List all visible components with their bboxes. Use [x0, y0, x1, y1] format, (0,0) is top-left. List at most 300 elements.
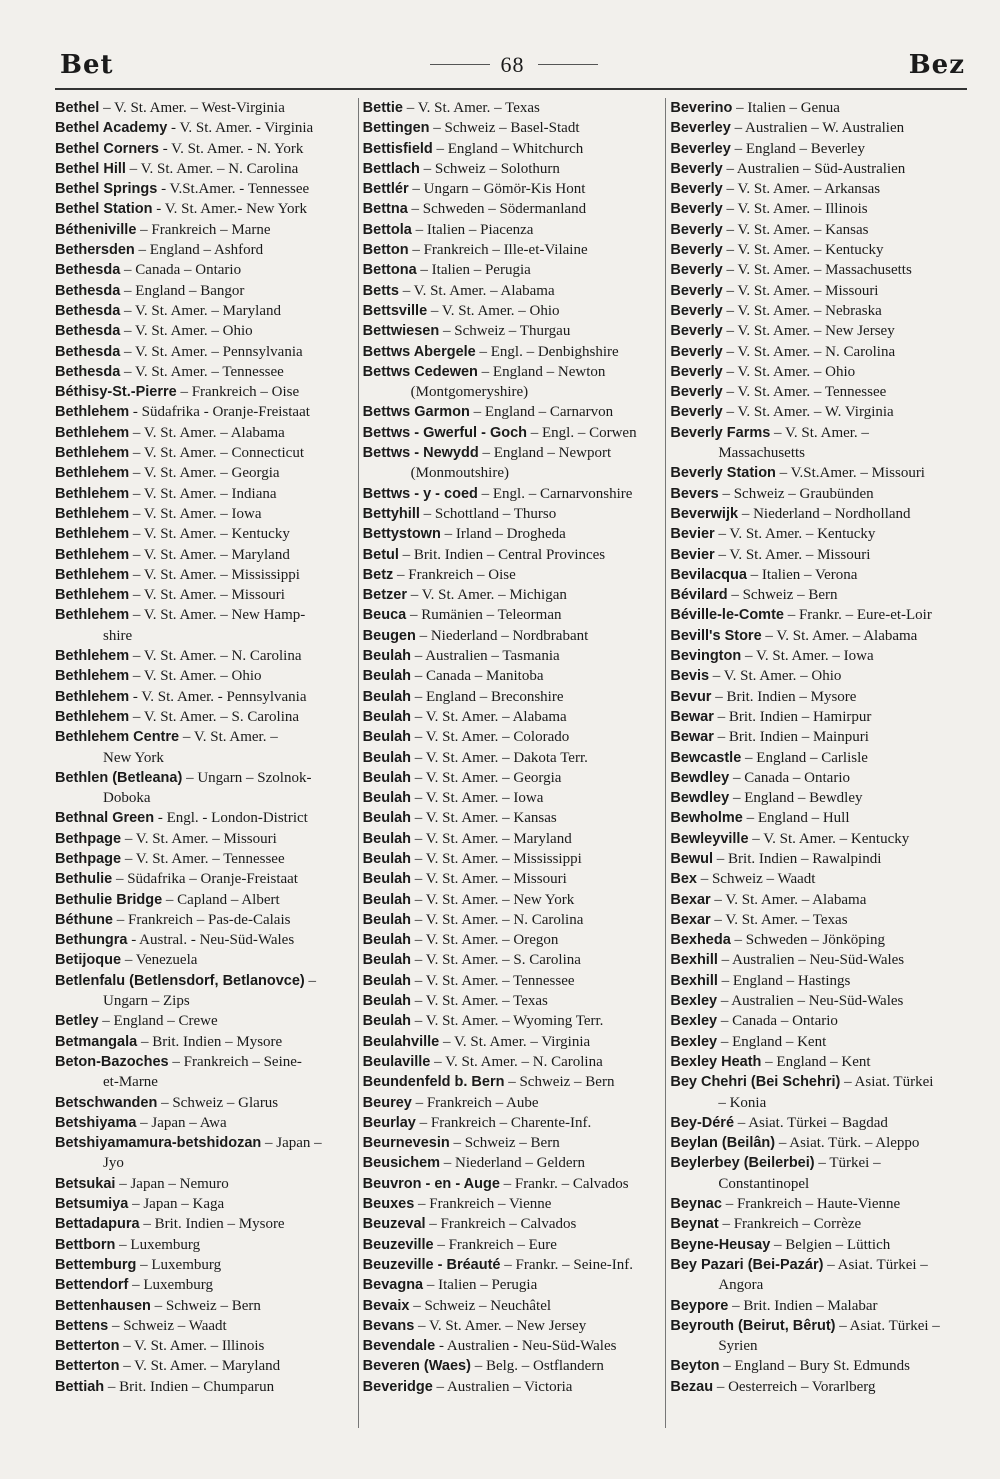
gazetteer-entry	[55, 524, 352, 544]
entry-location: – V. St. Amer. – Virginia	[439, 1033, 591, 1050]
entry-location: – Capland – Albert	[162, 891, 280, 908]
entry-term: Beverley	[670, 140, 731, 157]
entry-term: Bettemburg	[55, 1256, 137, 1273]
entry-location: – V. St. Amer. – Ohio	[120, 323, 253, 340]
entry-term: Bethlehem	[55, 424, 130, 441]
entry-term: Beverly	[670, 384, 723, 401]
entry-term: Bethlen (Betleana)	[55, 769, 183, 786]
gazetteer-entry	[363, 646, 660, 666]
gazetteer-entry	[670, 118, 967, 138]
gazetteer-entry	[55, 605, 352, 625]
entry-location: – V. St. Amer. – Kentucky	[748, 830, 910, 847]
gazetteer-entry	[55, 687, 352, 707]
entry-term: Bewleyville	[670, 830, 749, 847]
entry-location: – V. St. Amer. – Alabama	[129, 424, 285, 441]
gazetteer-entry	[55, 1133, 352, 1153]
entry-location: – Belg. – Ostflandern	[470, 1358, 604, 1375]
entry-term: Beuxes	[362, 1196, 415, 1213]
entry-location: – England – Bury St. Edmunds	[719, 1358, 910, 1375]
gazetteer-entry	[670, 666, 967, 686]
gazetteer-entry	[363, 1336, 660, 1356]
gazetteer-entry	[55, 565, 352, 585]
entry-continuation: shire	[103, 627, 133, 644]
gazetteer-entry	[670, 890, 967, 910]
gazetteer-entry	[363, 687, 660, 707]
gazetteer-entry	[55, 1235, 352, 1255]
gazetteer-entry	[55, 1032, 352, 1052]
gazetteer-entry	[670, 1153, 967, 1173]
entry-location: – Asiat. Türkei –	[823, 1256, 928, 1273]
entry-term: Betshiyamamura-betshidozan	[55, 1135, 262, 1152]
entry-term: Beverly	[670, 262, 723, 279]
entry-term: Beverley	[670, 120, 731, 137]
gazetteer-entry	[55, 463, 352, 483]
entry-location: - Südafrika - Oranje-Freistaat	[129, 404, 310, 421]
gazetteer-entry	[670, 504, 967, 524]
entry-location: – Schweden – Södermanland	[407, 201, 587, 218]
entry-location: – V. St. Amer. – Tennessee	[722, 384, 887, 401]
entry-term: Beusichem	[362, 1155, 441, 1172]
entry-location: – V. St. Amer. – Maryland	[129, 546, 290, 563]
entry-location: - V. St. Amer. - N. York	[158, 140, 304, 157]
entry-term: Bettna	[362, 201, 408, 218]
gazetteer-entry	[363, 1316, 660, 1336]
gazetteer-entry	[55, 646, 352, 666]
entry-term: Bevier	[670, 526, 715, 543]
entry-term: Bettiah	[55, 1378, 105, 1395]
entry-term: Bethel	[55, 100, 100, 116]
entry-term: Beulah	[362, 688, 412, 705]
entry-term: Beypore	[670, 1297, 729, 1314]
entry-term: Beverly	[670, 201, 723, 218]
entry-term: Beverly	[670, 404, 723, 421]
entry-location: – V. St. Amer. – Missouri	[722, 282, 879, 299]
entry-term: Betton	[362, 242, 409, 259]
gazetteer-entry	[55, 281, 352, 301]
gazetteer-entry	[670, 869, 967, 889]
gazetteer-entry	[670, 1296, 967, 1316]
entry-location: – V. St. Amer. – Oregon	[411, 932, 559, 949]
entry-term: Bettadapura	[55, 1216, 140, 1233]
entry-term: Bettwiesen	[362, 323, 440, 340]
entry-location: – V. St. Amer. – Missouri	[121, 830, 277, 847]
gazetteer-entry	[670, 1356, 967, 1376]
gazetteer-entry	[55, 707, 352, 727]
entry-location: – V. St. Amer. – Tennessee	[120, 363, 284, 380]
entry-term: Béville-le-Comte	[670, 607, 784, 624]
gazetteer-entry	[55, 1174, 352, 1194]
gazetteer-entry	[363, 179, 660, 199]
entry-term: Betlenfalu (Betlensdorf, Betlanovce)	[55, 972, 305, 989]
entry-term: Bettws - Newydd	[362, 445, 479, 462]
entry-term: Beulah	[362, 708, 412, 725]
gazetteer-entry	[670, 98, 967, 118]
entry-location: – Australien – Victoria	[432, 1378, 573, 1395]
gazetteer-entry	[670, 220, 967, 240]
entry-term: Beton-Bazoches	[55, 1053, 169, 1070]
entry-location: – V. St. Amer. – New Jersey	[414, 1317, 587, 1334]
entry-term: Bethlehem	[55, 688, 130, 705]
entry-location: – Luxemburg	[136, 1256, 222, 1273]
entry-term: Beulah	[362, 668, 412, 685]
gazetteer-entry	[363, 869, 660, 889]
entry-term: Beulah	[362, 1013, 412, 1030]
entry-location: – Schweiz – Solothurn	[419, 160, 560, 177]
entry-term: Bewdley	[670, 790, 730, 807]
entry-location: – Frankreich – Pas-de-Calais	[113, 911, 291, 928]
entry-term: Beulah	[362, 871, 412, 888]
gazetteer-entry	[363, 991, 660, 1011]
gazetteer-entry	[55, 1011, 352, 1031]
entry-location: – Türkei –	[814, 1155, 881, 1172]
gazetteer-entry	[55, 199, 352, 219]
entry-term: Beulah	[362, 993, 412, 1010]
entry-continuation: Constantinopel	[718, 1175, 810, 1192]
entry-location: – V. St. Amer. – Ohio	[722, 363, 856, 380]
entry-location: – Schweiz – Neuchâtel	[409, 1297, 552, 1314]
entry-location: – Japan – Kaga	[128, 1196, 225, 1213]
entry-term: Beuvron - en - Auge	[362, 1175, 500, 1192]
gazetteer-entry	[363, 829, 660, 849]
gazetteer-entry	[363, 768, 660, 788]
gazetteer-entry	[670, 707, 967, 727]
gazetteer-entry	[55, 666, 352, 686]
entry-term: Bethesda	[55, 343, 121, 360]
entry-term: Bevans	[362, 1317, 415, 1334]
entry-location: – Schweiz – Basel-Stadt	[429, 120, 580, 137]
gazetteer-entry	[670, 605, 967, 625]
gazetteer-entry	[363, 362, 660, 382]
entry-term: Bexheda	[670, 932, 731, 949]
gazetteer-entry	[363, 1153, 660, 1173]
header-left-guideword: Bet	[60, 50, 114, 80]
entry-term: Bethel Hill	[55, 160, 126, 177]
entry-location: – Brit. Indien – Rawalpindi	[713, 850, 882, 867]
gazetteer-entry	[363, 849, 660, 869]
entry-location: - V. St. Amer.- New York	[152, 201, 307, 218]
entry-location: – Schweiz – Graubünden	[718, 485, 874, 502]
entry-continuation: Ungarn – Zips	[103, 993, 190, 1010]
entry-term: Bethlehem	[55, 465, 130, 482]
gazetteer-entry	[55, 930, 352, 950]
entry-term: Beynac	[670, 1196, 722, 1213]
entry-term: Bethlehem	[55, 566, 130, 583]
gazetteer-entry	[363, 1113, 660, 1133]
entry-location: – V. St. Amer. – N. Carolina	[722, 343, 896, 360]
entry-term: Beyne-Heusay	[670, 1236, 771, 1253]
entry-location: – V. St. Amer. –	[179, 729, 278, 746]
entry-term: Beveridge	[362, 1378, 433, 1395]
gazetteer-entry	[670, 768, 967, 788]
gazetteer-entry	[55, 362, 352, 382]
gazetteer-entry	[363, 1194, 660, 1214]
entry-location: – Ungarn – Gömör-Kis Hont	[408, 181, 586, 198]
gazetteer-entry	[55, 1316, 352, 1336]
entry-term: Beyrouth (Beirut, Bêrut)	[670, 1317, 836, 1334]
entry-location: – England – Ashford	[134, 242, 264, 259]
gazetteer-entry	[363, 910, 660, 930]
entry-term: Beundenfeld b. Bern	[362, 1074, 505, 1091]
entry-location: – Belgien – Lüttich	[770, 1236, 891, 1253]
entry-term: Bewar	[670, 708, 714, 725]
entry-location: – Oesterreich – Vorarlberg	[713, 1378, 876, 1395]
entry-location: – V. St. Amer. – Alabama	[761, 627, 918, 644]
gazetteer-entry	[670, 1072, 967, 1092]
entry-continuation: et-Marne	[103, 1074, 158, 1091]
entry-location: – England – Crewe	[98, 1013, 218, 1030]
page-number: 68	[500, 52, 525, 77]
entry-term: Beugen	[362, 627, 416, 644]
entry-term: Bettystown	[362, 526, 441, 543]
entry-location: – Schweden – Jönköping	[730, 932, 885, 949]
entry-term: Beverly Farms	[670, 424, 771, 441]
entry-term: Beulaville	[362, 1053, 431, 1070]
entry-term: Bey-Déré	[670, 1114, 735, 1131]
entry-term: Beulah	[362, 729, 412, 746]
gazetteer-entry	[363, 1052, 660, 1072]
entry-location: – England – Carlisle	[741, 749, 868, 766]
entry-term: Bevis	[670, 668, 710, 685]
entry-location: – Frankreich – Corrèze	[718, 1216, 862, 1233]
gazetteer-entry	[363, 1275, 660, 1295]
entry-term: Bethesda	[55, 282, 121, 299]
gazetteer-entry	[670, 626, 967, 646]
entry-term: Beverly	[670, 181, 723, 198]
gazetteer-entry	[363, 301, 660, 321]
entry-location: – Frankreich – Ille-et-Vilaine	[408, 242, 588, 259]
gazetteer-entry	[55, 301, 352, 321]
entry-location: – Italien – Verona	[746, 566, 858, 583]
gazetteer-entry	[55, 869, 352, 889]
gazetteer-entry	[670, 179, 967, 199]
entry-location: – Brit. Indien – Malabar	[728, 1297, 878, 1314]
entry-continuation: – Konia	[718, 1094, 767, 1111]
gazetteer-entry	[363, 971, 660, 991]
gazetteer-entry	[670, 402, 967, 422]
gazetteer-entry	[670, 829, 967, 849]
entry-term: Betsumiya	[55, 1196, 129, 1213]
gazetteer-entry	[363, 666, 660, 686]
gazetteer-entry	[363, 1174, 660, 1194]
entry-location: – Italien – Perugia	[416, 262, 531, 279]
gazetteer-entry	[670, 565, 967, 585]
entry-term: Bevier	[670, 546, 715, 563]
entry-term: Bethersden	[55, 242, 135, 259]
column-1	[55, 98, 352, 1428]
gazetteer-entry	[670, 240, 967, 260]
entry-term: Bethulie	[55, 871, 113, 888]
entry-term: Bevilacqua	[670, 566, 747, 583]
entry-term: Bethlehem	[55, 404, 130, 421]
entry-term: Bex	[670, 871, 697, 888]
entry-location: – V. St. Amer. – Pennsylvania	[120, 343, 303, 360]
gazetteer-entry	[363, 139, 660, 159]
entry-location: – Brit. Indien – Chumparun	[104, 1378, 275, 1395]
entry-term: Bethlehem	[55, 526, 130, 543]
gazetteer-entry	[670, 748, 967, 768]
gazetteer-entry	[670, 788, 967, 808]
entry-location: – V. St. Amer. – Alabama	[710, 891, 867, 908]
gazetteer-entry	[670, 950, 967, 970]
gazetteer-entry	[363, 220, 660, 240]
entry-location: – V. St. Amer. – Nebraska	[722, 302, 882, 319]
entry-term: Beulah	[362, 952, 412, 969]
gazetteer-entry	[363, 484, 660, 504]
gazetteer-entry	[363, 342, 660, 362]
gazetteer-entry	[55, 910, 352, 930]
entry-location: – Schweiz – Bern	[727, 587, 838, 604]
entry-location: – Engl. – Carnarvonshire	[477, 485, 633, 502]
entry-location: – V. St. Amer. – Ohio	[427, 302, 560, 319]
gazetteer-entry	[55, 585, 352, 605]
entry-location: – Brit. Indien – Mysore	[139, 1216, 285, 1233]
entry-term: Bethel Academy	[55, 120, 168, 137]
entry-location: – V. St. Amer. – Alabama	[411, 708, 567, 725]
entry-location: – Luxemburg	[128, 1277, 214, 1294]
entry-location: – Asiat. Türkei – Bagdad	[734, 1114, 888, 1131]
column-3	[665, 98, 967, 1428]
entry-term: Beulah	[362, 932, 412, 949]
entry-location: – England – Hastings	[717, 972, 851, 989]
gazetteer-entry	[363, 159, 660, 179]
entry-location: – Irland – Drogheda	[440, 526, 566, 543]
entry-term: Bevers	[670, 485, 719, 502]
gazetteer-entry	[670, 524, 967, 544]
entry-term: Beuzeval	[362, 1216, 426, 1233]
gazetteer-entry	[55, 1356, 352, 1376]
gazetteer-entry	[363, 930, 660, 950]
gazetteer-entry	[363, 950, 660, 970]
gazetteer-entry	[55, 768, 352, 788]
entry-location: – V. St. Amer. – Colorado	[411, 729, 570, 746]
gazetteer-entry	[55, 545, 352, 565]
header-divider	[55, 88, 967, 90]
entry-term: Bexley	[670, 1013, 718, 1030]
entry-location: – V. St. Amer. – Maryland	[411, 830, 572, 847]
entry-location: – V. St. Amer. – Michigan	[407, 587, 567, 604]
gazetteer-columns	[55, 98, 967, 1428]
entry-term: Beulah	[362, 850, 412, 867]
entry-location: – V. St. Amer. – N. Carolina	[129, 648, 302, 665]
entry-term: Bettsville	[362, 302, 428, 319]
entry-location: – Canada – Ontario	[729, 769, 850, 786]
entry-location: – Brit. Indien – Mysore	[711, 688, 857, 705]
entry-location: – V. St. Amer. – Tennessee	[121, 850, 285, 867]
header-rule-right	[538, 64, 598, 65]
gazetteer-entry	[363, 423, 660, 443]
entry-location: – Frankr. – Eure-et-Loir	[783, 607, 932, 624]
entry-term: Bettlach	[362, 160, 420, 177]
entry-location: – V. St. Amer. – N. Carolina	[125, 160, 299, 177]
entry-term: Bewul	[670, 850, 714, 867]
gazetteer-entry	[363, 605, 660, 625]
gazetteer-entry	[670, 1133, 967, 1153]
gazetteer-entry	[363, 1011, 660, 1031]
gazetteer-entry	[55, 220, 352, 240]
gazetteer-entry	[363, 545, 660, 565]
gazetteer-entry	[670, 1255, 967, 1275]
entry-location: – Italien – Piacenza	[411, 221, 534, 238]
entry-location: – England – Newton	[477, 363, 606, 380]
entry-term: Bethlehem	[55, 546, 130, 563]
entry-location: – Niederland – Geldern	[440, 1155, 585, 1172]
gazetteer-entry	[55, 890, 352, 910]
gazetteer-entry	[363, 504, 660, 524]
entry-location: – Schweiz – Bern	[449, 1135, 560, 1152]
entry-term: Bevill's Store	[670, 627, 762, 644]
gazetteer-entry	[55, 808, 352, 828]
entry-location: - Australien - Neu-Süd-Wales	[435, 1338, 617, 1355]
entry-location: – V. St. Amer. – New York	[411, 891, 575, 908]
entry-location: – Luxemburg	[115, 1236, 201, 1253]
entry-term: Beuca	[362, 607, 407, 624]
entry-term: Bethel Corners	[55, 140, 159, 157]
gazetteer-entry	[55, 504, 352, 524]
gazetteer-entry	[55, 342, 352, 362]
entry-location: – Rumänien – Teleorman	[406, 607, 562, 624]
gazetteer-entry	[55, 1296, 352, 1316]
gazetteer-entry	[55, 1214, 352, 1234]
entry-term: Beurlay	[362, 1114, 416, 1131]
entry-term: Bethpage	[55, 830, 122, 847]
entry-location: – Brit. Indien – Mysore	[137, 1033, 283, 1050]
entry-term: Bezau	[670, 1378, 714, 1395]
entry-location: – V. St. Amer. – Kentucky	[714, 526, 876, 543]
entry-location: – Japan – Awa	[136, 1114, 227, 1131]
gazetteer-entry	[670, 382, 967, 402]
entry-location: – Frankreich – Aube	[411, 1094, 539, 1111]
entry-term: Bexley	[670, 1033, 718, 1050]
entry-location: – Asiat. Türkei –	[835, 1317, 940, 1334]
gazetteer-entry	[363, 748, 660, 768]
entry-location: – V. St. Amer. – Arkansas	[722, 181, 881, 198]
entry-location: – Frankreich – Calvados	[425, 1216, 577, 1233]
entry-term: Beverly	[670, 323, 723, 340]
entry-location: – V. St. Amer. – Illinois	[119, 1338, 265, 1355]
gazetteer-entry	[670, 260, 967, 280]
entry-location: – V. St. Amer. – S. Carolina	[129, 708, 300, 725]
entry-location: – Japan – Nemuro	[115, 1175, 229, 1192]
entry-location: – Schweiz – Waadt	[108, 1317, 227, 1334]
entry-term: Beynat	[670, 1216, 719, 1233]
gazetteer-entry	[670, 585, 967, 605]
entry-term: Beulah	[362, 648, 412, 665]
gazetteer-entry	[55, 849, 352, 869]
gazetteer-entry	[55, 159, 352, 179]
entry-location: – Schottland – Thurso	[419, 505, 557, 522]
entry-term: Beverly Station	[670, 465, 776, 482]
entry-term: Bethlehem	[55, 587, 130, 604]
entry-location: – Niederland – Nordholland	[738, 505, 911, 522]
entry-location: – V. St. Amer. – Maryland	[119, 1358, 281, 1375]
gazetteer-entry	[363, 321, 660, 341]
entry-location: – V. St. Amer. – Missouri	[129, 587, 285, 604]
entry-location: – Frankreich – Oise	[176, 384, 300, 401]
entry-term: Bettborn	[55, 1236, 116, 1253]
entry-term: Beverly	[670, 221, 723, 238]
entry-term: Bethlehem	[55, 668, 130, 685]
entry-term: Bettola	[362, 221, 412, 238]
gazetteer-entry	[670, 849, 967, 869]
gazetteer-entry	[670, 1052, 967, 1072]
entry-location: – Engl. – Denbighshire	[475, 343, 619, 360]
gazetteer-entry	[670, 646, 967, 666]
entry-term: Bettenhausen	[55, 1297, 151, 1314]
entry-continuation: New York	[103, 749, 164, 766]
entry-term: Bevington	[670, 648, 742, 665]
page-header	[60, 40, 965, 86]
gazetteer-entry	[55, 179, 352, 199]
